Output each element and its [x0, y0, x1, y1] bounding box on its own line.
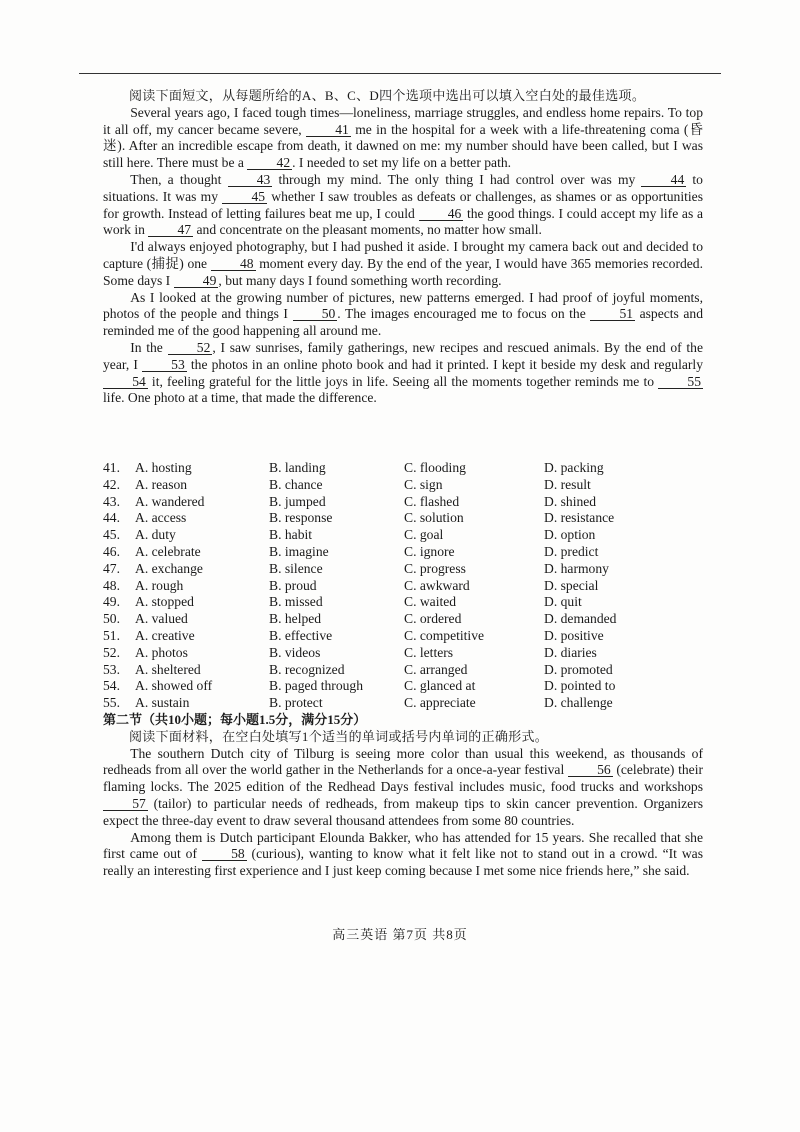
paragraph	[103, 105, 703, 172]
question-number: 55.	[103, 695, 120, 711]
option-d: D. demanded	[544, 611, 617, 627]
passage-text: The southern Dutch city of Tilburg is seeing more color than usual this weekend, as thousands of redheads from all over the world gather in the Netherlands for a once-a-year festival	[103, 745, 703, 778]
option-d: D. packing	[544, 460, 604, 475]
option-c: C. sign	[404, 476, 443, 492]
passage-text: life. One photo at a time, that made the difference.	[103, 390, 377, 406]
question-number: 54.	[103, 678, 120, 694]
paragraph	[103, 290, 703, 340]
option-b: B. paged through	[269, 678, 364, 694]
option-row	[103, 662, 703, 679]
option-a: A. showed off	[135, 678, 213, 694]
option-row	[103, 695, 703, 712]
option-a: A. stopped	[135, 594, 194, 610]
question-number: 44.	[103, 510, 120, 526]
blank-57: 57	[103, 797, 148, 811]
passage-text: the good things. I could accept my life as a work in	[103, 205, 703, 238]
question-number: 48.	[103, 577, 120, 593]
paragraph	[103, 340, 703, 407]
passage-text: it, feeling grateful for the little joys in life. Seeing all the moments together reminds me to	[147, 373, 659, 389]
option-b: B. effective	[269, 627, 333, 643]
passage-text: the photos in an online photo book and had it printed. I kept it beside my desk and regularly	[186, 356, 703, 372]
option-a: A. exchange	[135, 560, 203, 576]
cloze-instruction: 阅读下面短文，从每题所给的A、B、C、D四个选项中选出可以填入空白处的最佳选项。	[129, 88, 646, 103]
option-d: D. pointed to	[544, 678, 616, 694]
option-row	[103, 594, 703, 611]
option-d: D. special	[544, 577, 599, 593]
option-c: C. arranged	[404, 661, 468, 677]
option-d: D. promoted	[544, 661, 613, 677]
blank-43: 43	[228, 173, 273, 187]
passage-text: Then, a thought	[130, 171, 228, 187]
option-a: A. creative	[135, 627, 195, 643]
option-row	[103, 460, 703, 477]
passage-text: moment every day. By the end of the year, I would have 365 memories recorded. Some days I	[103, 255, 703, 288]
question-number: 52.	[103, 644, 120, 660]
option-c: C. flashed	[404, 493, 460, 509]
blank-45: 45	[222, 190, 267, 204]
option-d: D. positive	[544, 627, 604, 643]
passage-text: and concentrate on the pleasant moments, no matter how small.	[193, 222, 542, 238]
question-number: 42.	[103, 476, 120, 492]
option-d: D. resistance	[544, 510, 615, 526]
blank-58: 58	[202, 847, 247, 861]
option-b: B. chance	[269, 476, 323, 492]
option-d: D. option	[544, 527, 596, 543]
paragraph	[103, 830, 703, 880]
option-b: B. proud	[269, 577, 317, 593]
option-d: D. challenge	[544, 695, 613, 711]
option-a: A. rough	[135, 577, 184, 593]
option-b: B. recognized	[269, 661, 345, 677]
blank-48: 48	[211, 257, 256, 271]
grammar-section-title: 第二节（共10小题；每小题1.5分，满分15分）	[103, 712, 367, 727]
options-list	[103, 460, 703, 712]
question-number: 50.	[103, 611, 120, 627]
passage-text: Several years ago, I faced tough times—loneliness, marriage struggles, and endless home repairs. To top it all off, my cancer became severe,	[103, 104, 703, 137]
blank-41: 41	[306, 123, 351, 137]
passage-text: , but many days I found something worth recording.	[218, 272, 502, 288]
blank-52: 52	[168, 341, 213, 355]
option-c: C. goal	[404, 527, 444, 543]
option-a: A. sheltered	[135, 661, 201, 677]
question-number: 47.	[103, 560, 120, 576]
grammar-instruction: 阅读下面材料，在空白处填写1个适当的单词或括号内单词的正确形式。	[129, 728, 549, 744]
blank-50: 50	[293, 307, 338, 321]
blank-47: 47	[148, 223, 193, 237]
option-row	[103, 561, 703, 578]
option-c: C. waited	[404, 594, 457, 610]
option-c: C. awkward	[404, 577, 470, 593]
option-c: C. flooding	[404, 460, 466, 475]
blank-51: 51	[590, 307, 635, 321]
passage-text: As I looked at the growing number of pictures, new patterns emerged. I had proof of joyful moments, photos of the people and things I	[103, 289, 703, 322]
option-a: A. hosting	[135, 460, 192, 475]
paragraph	[103, 239, 703, 289]
blank-44: 44	[641, 173, 686, 187]
option-d: D. result	[544, 476, 591, 492]
header-rule	[79, 73, 721, 74]
option-d: D. harmony	[544, 560, 609, 576]
passage-text: through my mind. The only thing I had control over was my	[272, 171, 642, 187]
option-b: B. silence	[269, 560, 323, 576]
option-b: B. helped	[269, 611, 322, 627]
option-b: B. missed	[269, 594, 323, 610]
option-d: D. shined	[544, 493, 597, 509]
passage-text: . The images encouraged me to focus on the	[337, 306, 591, 322]
option-a: A. celebrate	[135, 543, 201, 559]
passage-text: to situations. It was my	[103, 171, 703, 204]
option-c: C. ignore	[404, 543, 455, 559]
question-number: 53.	[103, 661, 120, 677]
question-number: 49.	[103, 594, 120, 610]
option-row	[103, 678, 703, 695]
option-row	[103, 527, 703, 544]
grammar-passage	[103, 746, 703, 880]
blank-56: 56	[568, 763, 613, 777]
option-b: B. jumped	[269, 493, 326, 509]
option-row	[103, 477, 703, 494]
option-b: B. videos	[269, 644, 321, 660]
option-b: B. habit	[269, 527, 313, 543]
option-a: A. wandered	[135, 493, 205, 509]
option-row	[103, 611, 703, 628]
option-c: C. letters	[404, 644, 454, 660]
option-a: A. sustain	[135, 695, 190, 711]
passage-text: , I saw sunrises, family gatherings, new recipes and rescued animals. By the end of the year, I	[103, 339, 703, 372]
question-number: 43.	[103, 493, 120, 509]
blank-46: 46	[419, 207, 464, 221]
option-row	[103, 510, 703, 527]
page-footer: 高三英语 第7页 共8页	[332, 927, 468, 942]
passage-text: (curious), wanting to know what it felt like not to stand out in a crowd. “It was really an interesting first experience and I just keep coming because I met some nice friends here,” she said.	[103, 846, 703, 879]
option-c: C. progress	[404, 560, 466, 576]
passage-text: . I needed to set my life on a better path.	[292, 155, 512, 171]
option-a: A. photos	[135, 644, 188, 660]
blank-55: 55	[658, 375, 703, 389]
option-b: B. response	[269, 510, 333, 526]
option-c: C. glanced at	[404, 678, 476, 694]
option-b: B. protect	[269, 695, 323, 711]
option-d: D. predict	[544, 543, 599, 559]
passage-text: (tailor) to particular needs of redheads, from makeup tips to skin cancer prevention. Organizers expect the three-day event to draw several thousand attendees from some 80 countries.	[103, 795, 703, 828]
option-c: C. appreciate	[404, 695, 476, 711]
cloze-passage	[103, 105, 703, 407]
option-row	[103, 645, 703, 662]
question-number: 41.	[103, 460, 120, 475]
blank-42: 42	[247, 156, 292, 170]
question-number: 46.	[103, 543, 120, 559]
paragraph	[103, 746, 703, 830]
passage-text: (celebrate) their flaming locks. The 2025 edition of the Redhead Days festival includes music, food trucks and workshops	[103, 762, 703, 795]
passage-text: aspects and reminded me of the good happening all around me.	[103, 306, 703, 339]
paragraph	[103, 172, 703, 239]
option-d: D. diaries	[544, 644, 597, 660]
option-a: A. duty	[135, 527, 176, 543]
passage-text: Among them is Dutch participant Elounda Bakker, who has attended for 15 years. She recalled that she first came out of	[103, 829, 703, 862]
option-c: C. solution	[404, 510, 464, 526]
option-b: B. imagine	[269, 543, 329, 559]
blank-54: 54	[103, 375, 148, 389]
passage-text: whether I saw troubles as defeats or challenges, as shames or as opportunities for growth. Instead of letting failures beat me up, I could	[103, 188, 704, 221]
option-c: C. ordered	[404, 611, 462, 627]
grammar-section	[103, 712, 703, 880]
question-number: 45.	[103, 527, 120, 543]
passage-text: I'd always enjoyed photography, but I had pushed it aside. I brought my camera back out and decided to capture (捕捉) one	[103, 239, 703, 271]
blank-53: 53	[142, 358, 187, 372]
passage-text: me in the hospital for a week with a life-threatening coma (昏迷). After an incredible escape from death, it dawned on me: my number should have been called, but I was still here. There must be a	[103, 121, 703, 171]
option-a: A. valued	[135, 611, 188, 627]
option-a: A. access	[135, 510, 187, 526]
option-d: D. quit	[544, 594, 582, 610]
cloze-section	[103, 88, 703, 407]
option-c: C. competitive	[404, 627, 485, 643]
option-b: B. landing	[269, 460, 326, 475]
option-row	[103, 494, 703, 511]
option-a: A. reason	[135, 476, 188, 492]
option-row	[103, 544, 703, 561]
option-row	[103, 628, 703, 645]
option-row	[103, 578, 703, 595]
blank-49: 49	[174, 274, 219, 288]
question-number: 51.	[103, 627, 120, 643]
passage-text: In the	[130, 339, 168, 355]
